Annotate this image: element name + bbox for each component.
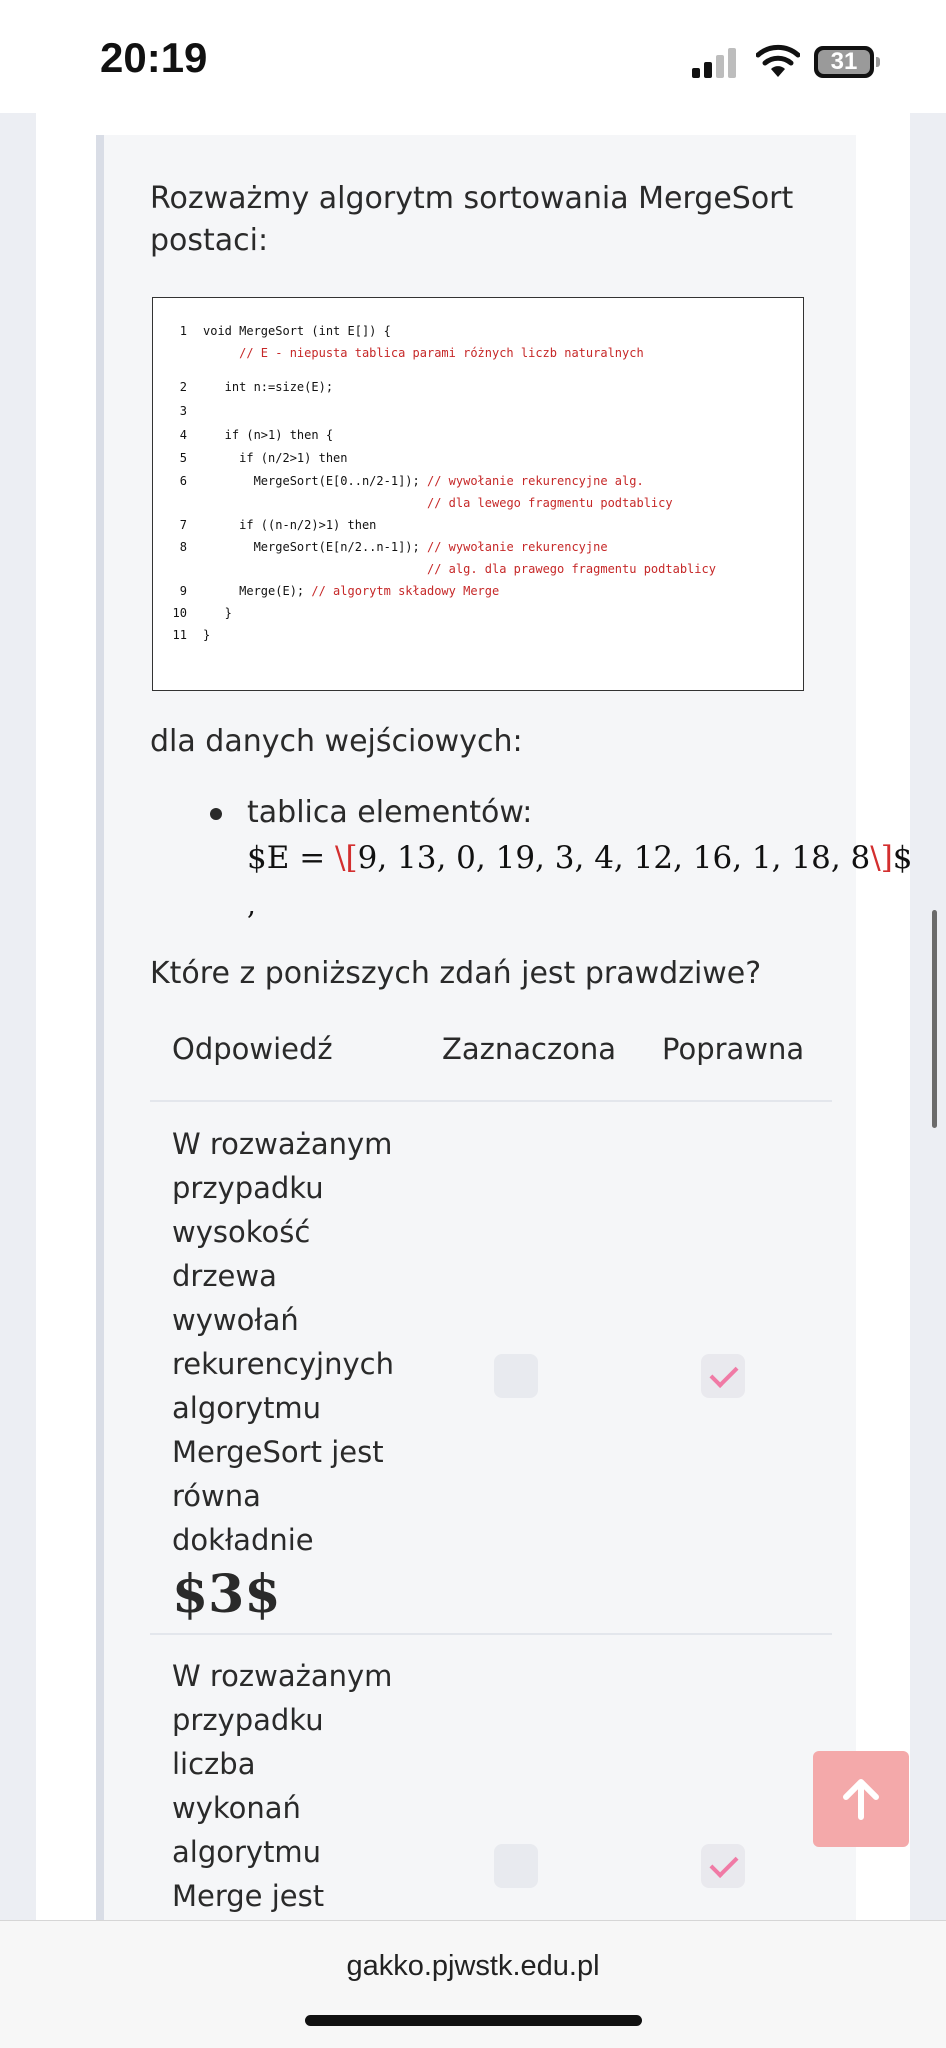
code-line-number: 5 <box>179 451 187 465</box>
formula-suffix: $ <box>892 840 913 876</box>
code-line-number: 6 <box>179 474 187 488</box>
page-scrollbar[interactable] <box>932 910 937 1128</box>
answer-line: przypadku <box>172 1703 324 1737</box>
selected-checkbox-row-2[interactable] <box>494 1844 538 1888</box>
code-line <box>153 324 391 342</box>
answer-line: wywołań <box>172 1303 299 1337</box>
header-correct: Poprawna <box>662 1032 805 1066</box>
code-line <box>153 346 644 364</box>
code-text: } <box>203 628 211 642</box>
status-bar <box>0 0 946 113</box>
code-line <box>153 584 499 602</box>
code-text: MergeSort(E[0..n/2-1]); <box>203 474 427 488</box>
code-text: if (n/2>1) then <box>203 451 348 465</box>
answer-line: algorytmu <box>172 1835 322 1869</box>
question-title: Rozważmy algorytm sortowania MergeSort postaci: <box>150 181 794 258</box>
formula-values: 9, 13, 0, 19, 3, 4, 12, 16, 1, 18, 8 <box>357 840 871 876</box>
code-comment: // wywołanie rekurencyjne <box>426 540 608 554</box>
array-formula <box>247 840 913 876</box>
answer-line: wykonań <box>172 1791 301 1825</box>
code-text <box>203 346 239 360</box>
selected-checkbox-row-1[interactable] <box>494 1354 538 1398</box>
checkmark-icon <box>710 1359 739 1388</box>
code-line-number: 2 <box>179 380 187 394</box>
wifi-icon <box>756 44 800 78</box>
code-line <box>153 474 644 492</box>
signal-icon <box>692 46 740 78</box>
code-line-number: 8 <box>179 540 187 554</box>
code-line <box>153 451 348 469</box>
code-line-number: 7 <box>179 518 187 532</box>
array-label: tablica elementów: <box>247 795 533 830</box>
code-line-number: 10 <box>172 606 187 620</box>
correct-checkbox-row-1 <box>701 1354 745 1398</box>
code-line <box>153 562 716 580</box>
answer-line: drzewa <box>172 1259 277 1293</box>
code-comment: // E - niepusta tablica parami różnych liczb naturalnych <box>239 346 644 360</box>
code-comment: // algorytm składowy Merge <box>311 584 500 598</box>
code-listing <box>152 297 804 691</box>
code-line <box>153 518 376 536</box>
code-text: } <box>203 606 232 620</box>
code-line <box>153 606 232 624</box>
answer-row-2-text <box>172 1654 422 1918</box>
scroll-top-button[interactable] <box>813 1751 909 1847</box>
code-line <box>153 404 203 422</box>
checkmark-icon <box>710 1849 739 1878</box>
code-line <box>153 428 333 446</box>
code-line-number: 11 <box>172 628 187 642</box>
code-line-number: 9 <box>179 584 187 598</box>
browser-url[interactable]: gakko.pjwstk.edu.pl <box>346 1950 600 1982</box>
answer-line: algorytmu <box>172 1391 322 1425</box>
code-text: if (n>1) then { <box>203 428 334 442</box>
battery-icon <box>814 46 880 78</box>
formula-left-bracket: \[ <box>335 840 358 876</box>
formula-prefix: $E = <box>247 840 336 876</box>
header-answer: Odpowiedź <box>172 1032 333 1066</box>
answer-line: dokładnie <box>172 1523 314 1557</box>
answer-line: wysokość <box>172 1215 311 1249</box>
answer-line: rekurencyjnych <box>172 1347 394 1381</box>
answer-line: równa <box>172 1479 261 1513</box>
question-prompt: Które z poniższych zdań jest prawdziwe? <box>150 956 762 991</box>
code-text <box>203 496 427 510</box>
answer-line: przypadku <box>172 1171 324 1205</box>
code-line <box>153 496 673 514</box>
code-text: void MergeSort (int E[]) { <box>203 324 391 338</box>
code-text: Merge(E); <box>203 584 312 598</box>
code-text: if ((n-n/2)>1) then <box>203 518 377 532</box>
code-line-number: 1 <box>179 324 187 338</box>
input-data-label: dla danych wejściowych: <box>150 724 523 759</box>
code-comment: // wywołanie rekurencyjne alg. <box>426 474 644 488</box>
table-row-divider <box>150 1633 832 1635</box>
browser-bottom-bar <box>0 1920 946 2048</box>
code-line-number: 4 <box>179 428 187 442</box>
code-text: int n:=size(E); <box>203 380 334 394</box>
answer-math: $3$ <box>172 1564 281 1625</box>
table-header-divider <box>150 1100 832 1102</box>
code-line <box>153 540 608 558</box>
bullet-marker <box>210 808 222 820</box>
code-comment: // dla lewego fragmentu podtablicy <box>426 496 673 510</box>
status-time: 20:19 <box>100 34 208 81</box>
code-line <box>153 628 210 646</box>
correct-checkbox-row-2 <box>701 1844 745 1888</box>
answer-line: W rozważanym <box>172 1127 393 1161</box>
code-line-number: 3 <box>179 404 187 418</box>
answer-line: W rozważanym <box>172 1659 393 1693</box>
answer-line: MergeSort jest <box>172 1435 384 1469</box>
answer-line: Merge jest <box>172 1879 325 1913</box>
code-text: MergeSort(E[n/2..n-1]); <box>203 540 427 554</box>
formula-right-bracket: \] <box>870 840 893 876</box>
answer-line: liczba <box>172 1747 256 1781</box>
code-line <box>153 380 333 398</box>
arrow-up-icon <box>841 1777 881 1821</box>
battery-level: 31 <box>830 48 858 75</box>
formula-comma: , <box>247 888 256 921</box>
code-text <box>203 562 427 576</box>
code-comment: // alg. dla prawego fragmentu podtablicy <box>426 562 716 576</box>
answer-row-1-text <box>172 1122 422 1628</box>
home-indicator[interactable] <box>305 2015 642 2026</box>
header-selected: Zaznaczona <box>442 1032 617 1066</box>
